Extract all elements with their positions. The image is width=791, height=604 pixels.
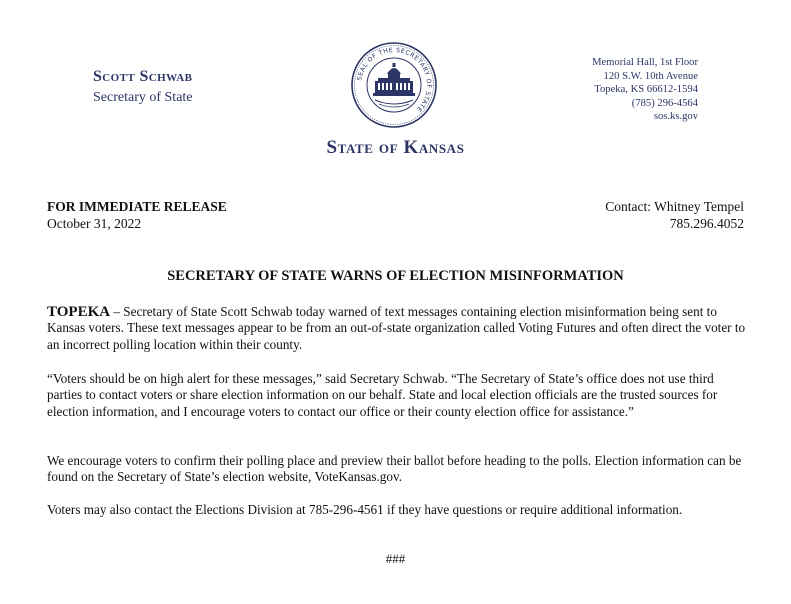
paragraph-1 [47, 304, 747, 353]
address-block [592, 56, 698, 124]
paragraph-4: Voters may also contact the Elections Division at 785-296-4561 if they have questions or require additional information. [47, 502, 683, 517]
dateline: TOPEKA [47, 304, 111, 320]
release-date: October 31, 2022 [47, 216, 142, 231]
address-phone: (785) 296-4564 [631, 97, 698, 109]
state-name: State of Kansas [326, 137, 465, 158]
address-line: Memorial Hall, 1st Floor [592, 57, 698, 68]
letterhead-title: Secretary of State [93, 90, 193, 105]
state-seal-icon [351, 42, 437, 128]
release-label: FOR IMMEDIATE RELEASE [47, 199, 227, 214]
paragraph-3: We encourage voters to confirm their polling place and preview their ballot before heading to the polls. Election information can be found on the Secretary of State’s election website, VoteKansas.gov. [47, 453, 742, 485]
address-website: sos.ks.gov [653, 111, 698, 123]
address-line: Topeka, KS 66612-1594 [594, 84, 698, 96]
address-line: 120 S.W. 10th Avenue [603, 70, 698, 82]
contact-block [605, 198, 744, 232]
contact-phone: 785.296.4052 [669, 216, 744, 231]
headline: SECRETARY OF STATE WARNS OF ELECTION MISINFORMATION [167, 268, 624, 284]
paragraph-2: “Voters should be on high alert for these messages,” said Secretary Schwab. “The Secretary of State’s office does not use third parties to contact voters or share election information on our behalf. State and local election officials are the trusted sources for election information, and I encourage voters to contact our office or their county election office for assistance.” [47, 371, 718, 419]
release-block [47, 198, 227, 232]
end-mark: ### [385, 551, 406, 566]
seal-lettering: SEAL OF THE SECRETARY OF STATE [356, 46, 433, 114]
contact-name: Contact: Whitney Tempel [605, 199, 744, 214]
paragraph-1-body: – Secretary of State Scott Schwab today warned of text messages containing election misinformation being sent to Kansas voters. These text messages appear to be from an out-of-state organization called Voting Futures and often direct the voter to an incorrect polling location within their county. [47, 304, 746, 352]
letterhead-name: Scott Schwab [93, 68, 193, 85]
